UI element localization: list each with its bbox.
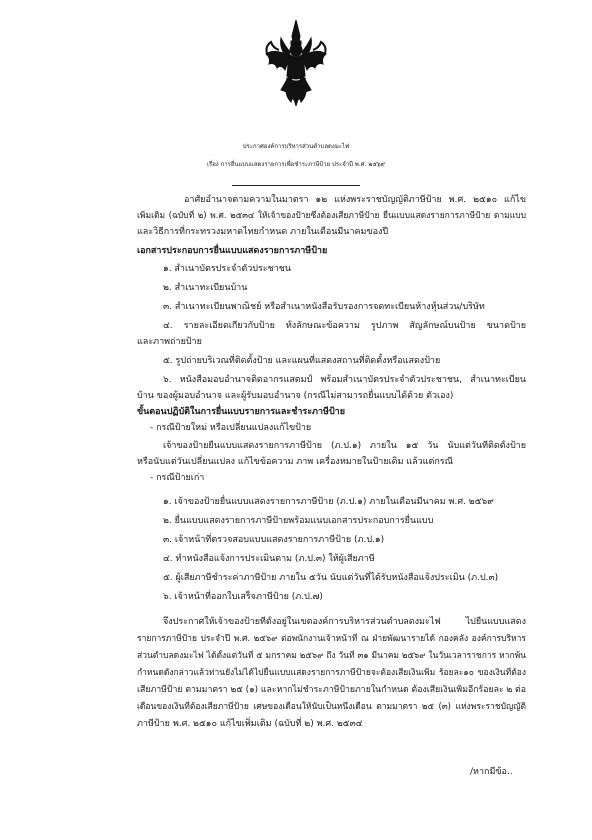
intro-line: เพิ่มเติม (ฉบับที่ ๒) พ.ศ. ๒๕๓๔ ให้เจ้าของป้ายซึ่งต้องเสียภาษีป้าย ยื่นแบบแสดงรายการภาษีป้าย ตามแบบ — [137, 211, 526, 221]
document-item-continued: บ้าน ของผู้มอบอำนาจ และผู้รับมอบอำนาจ (กรณีไม่สามารถยื่นแบบได้ด้วย ตัวเอง) — [137, 391, 454, 401]
procedure-heading: ขั้นตอนปฏิบัติในการยื่นแบบรายการและชำระภาษีป้าย — [137, 407, 345, 417]
procedure-step: ๖. เจ้าหน้าที่ออกใบเสร็จภาษีป้าย (ภ.ป.๗) — [163, 592, 323, 602]
procedure-step: ๔. ทำหนังสือแจ้งการประเมินตาม (ภ.ป.๓) ให้ผู้เสียภาษี — [163, 554, 375, 564]
closing-line: เสียภาษีป้าย ตามมาตรา ๒๕ (๑) และหากไม่ชำระภาษีป้ายภายในกำหนด ต้องเสียเงินเพิ่มอีกร้อยละ ๒ ต่อ — [137, 685, 526, 695]
documents-heading: เอกสารประกอบการยื่นแบบแสดงรายการภาษีป้าย — [137, 246, 328, 256]
announcement-title: ประกาศองค์การบริหารส่วนตำบลดงมะไฟ — [242, 143, 350, 150]
procedure-step: ๓. เจ้าหน้าที่ตรวจสอบแบบแสดงรายการภาษีป้าย (ภ.ป.๑) — [163, 535, 385, 545]
garuda-emblem-icon — [263, 18, 329, 108]
closing-line: ภาษีป้าย พ.ศ. ๒๕๑๐ แก้ไขเพิ่มเติม (ฉบับที่ ๒) พ.ศ. ๒๕๓๔ — [137, 719, 363, 729]
closing-line: รายการภาษีป้าย ประจำปี พ.ศ. ๒๕๖๙ ต่อพนักงานเจ้าหน้าที่ ณ ฝ่ายพัฒนารายได้ กองคลัง องค์การบริหาร — [137, 634, 526, 644]
document-item: ๕. รูปถ่ายบริเวณที่ติดตั้งป้าย และแผนที่แสดงสถานที่ติดตั้งหรือแสดงป้าย — [163, 356, 441, 366]
announcement-subject: เรื่อง การยื่นแบบแสดงรายการเพื่อชำระภาษีป้าย ประจำปี พ.ศ. ๒๕๖๙ — [206, 161, 386, 168]
intro-line: และวิธีการที่กระทรวงมหาดไทยกำหนด ภายในเดือนมีนาคมของปี — [137, 227, 389, 237]
closing-line: กำหนดดังกล่าวแล้วท่านยังไม่ได้ไปยื่นแบบแสดงรายการภาษีป้ายจะต้องเสียเงินเพิ่ม ร้อยละ๑๐ ของเงินที่ต้อง — [137, 668, 526, 678]
document-item: ๒. สำเนาทะเบียนบ้าน — [163, 283, 248, 293]
document-item: ๓. สำเนาทะเบียนพาณิชย์ หรือสำเนาหนังสือรับรองการจดทะเบียนห้างหุ้นส่วน/บริษัท — [163, 302, 485, 312]
new-sign-text: เจ้าของป้ายยื่นแบบแสดงรายการภาษีป้าย (ภ.ป.๑) ภายใน ๑๕ วัน นับแต่วันที่ติดตั้งป้าย — [163, 441, 526, 451]
procedure-step: ๑. เจ้าของป้ายยื่นแบบแสดงรายการภาษีป้าย (ภ.ป.๑) ภายในเดือนมีนาคม พ.ศ. ๒๕๖๙ — [163, 497, 494, 507]
document-item: ๖. หนังสือมอบอำนาจติดอากรแสตมป์ พร้อมสำเนาบัตรประจำตัวประชาชน, สำเนาทะเบียน — [163, 375, 526, 385]
continuation-note: /หากมีข้อ.. — [470, 767, 513, 777]
procedure-step: ๕. ผู้เสียภาษีชำระค่าภาษีป้าย ภายใน ๕วัน นับแต่วันที่ได้รับหนังสือแจ้งประเมิน (ภ.ป.๓) — [163, 573, 499, 583]
closing-line: เดือนของเงินที่ต้องเสียภาษีป้าย เศษของเดือนให้นับเป็นหนึ่งเดือน ตามมาตรา ๒๕ (๓) แห่งพระราชบัญญัติ — [137, 702, 526, 712]
procedure-step: ๒. ยื่นแบบแสดงรายการภาษีป้ายพร้อมแนบเอกสารประกอบการยื่นแบบ — [163, 516, 434, 526]
title-divider — [232, 185, 360, 186]
new-sign-label: - กรณีป้ายใหม่ หรือเปลี่ยนแปลงแก้ไขป้าย — [150, 423, 312, 433]
document-item: ๑. สำเนาบัตรประจำตัวประชาชน — [163, 264, 292, 274]
closing-line: จึงประกาศให้เจ้าของป้ายที่ตั้งอยู่ในเขตองค์การบริหารส่วนตำบลดงมะไฟ ไปยื่นแบบแสดง — [163, 617, 526, 627]
old-sign-label: - กรณีป้ายเก่า — [150, 473, 205, 483]
new-sign-text: หรือนับแต่วันเปลี่ยนแปลง แก้ไขข้อความ ภาพ เครื่องหมายในป้ายเดิม แล้วแต่กรณี — [137, 457, 453, 467]
document-item: ๔. รายละเอียดเกี่ยวกับป้าย ทั้งลักษณะข้อความ รูปภาพ สัญลักษณ์บนป้าย ขนาดป้าย — [163, 321, 526, 331]
closing-line: ส่วนตำบลดงมะไฟ ได้ตั้งแต่วันที่ ๕ มกราคม ๒๕๖๙ ถึง วันที่ ๓๑ มีนาคม ๒๕๖๙ ในวันเวลาราชการ หากพ้น — [137, 651, 526, 661]
intro-line: อาศัยอำนาจตามความในมาตรา ๑๒ แห่งพระราชบัญญัติภาษีป้าย พ.ศ. ๒๕๑๐ แก้ไข — [184, 195, 526, 205]
document-item-continued: และภาพถ่ายป้าย — [137, 337, 202, 347]
